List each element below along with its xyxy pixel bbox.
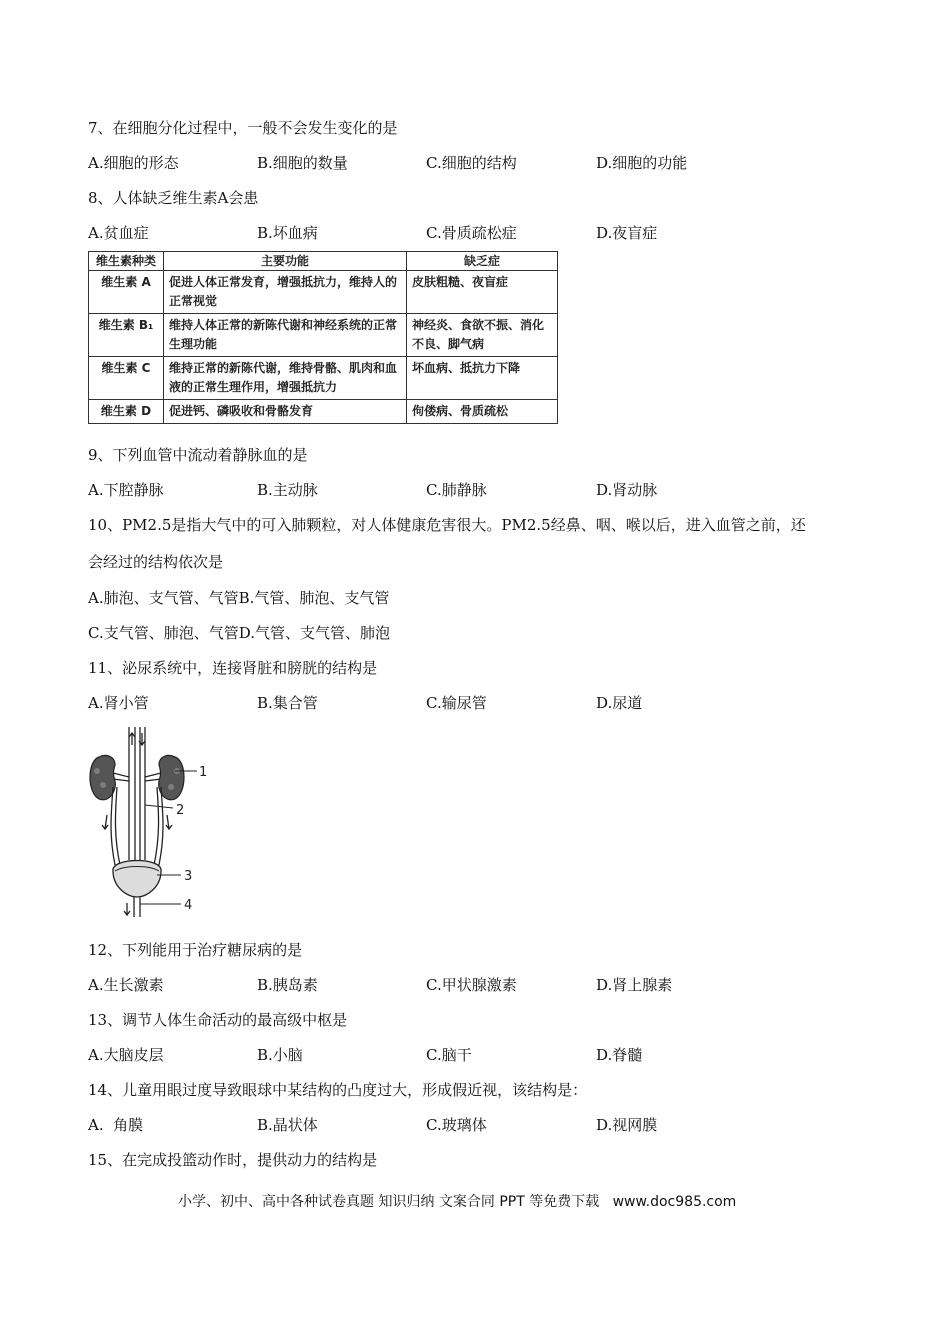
question-14-option-a: A. 角膜 bbox=[88, 1116, 144, 1134]
question-11-option-a: A.肾小管 bbox=[88, 694, 149, 712]
question-13-option-c: C.脑干 bbox=[426, 1046, 472, 1064]
vitamin-deficiency: 皮肤粗糙、夜盲症 bbox=[407, 271, 558, 314]
vitamin-deficiency: 佝偻病、骨质疏松 bbox=[407, 400, 558, 424]
question-7-option-c: C.细胞的结构 bbox=[426, 154, 517, 172]
question-12-stem: 12、下列能用于治疗糖尿病的是 bbox=[88, 941, 303, 959]
question-12-option-b: B.胰岛素 bbox=[257, 976, 318, 994]
vitamin-kind: 维生素 C bbox=[89, 357, 164, 400]
question-14-stem: 14、儿童用眼过度导致眼球中某结构的凸度过大，形成假近视，该结构是： bbox=[88, 1081, 588, 1099]
question-13-option-b: B.小脑 bbox=[257, 1046, 303, 1064]
diagram-label-3: 3 bbox=[184, 869, 193, 884]
question-11-option-b: B.集合管 bbox=[257, 694, 318, 712]
question-13-option-d: D.脊髓 bbox=[596, 1046, 643, 1064]
vitamin-table-header bbox=[89, 252, 558, 271]
ureters bbox=[102, 787, 172, 865]
question-7-option-b: B.细胞的数量 bbox=[257, 154, 348, 172]
table-row bbox=[89, 400, 558, 424]
vitamin-function: 促进人体正常发育，增强抵抗力，维持人的正常视觉 bbox=[164, 271, 407, 314]
bladder bbox=[113, 861, 161, 898]
question-14-option-d: D.视网膜 bbox=[596, 1116, 658, 1134]
question-12-option-a: A.生长激素 bbox=[88, 976, 164, 994]
question-11-stem: 11、泌尿系统中，连接肾脏和膀胱的结构是 bbox=[88, 659, 378, 677]
vitamin-function: 促进钙、磷吸收和骨骼发育 bbox=[164, 400, 407, 424]
header-kind: 维生素种类 bbox=[89, 252, 164, 271]
diagram-label-1: 1 bbox=[199, 765, 208, 780]
question-8-option-d: D.夜盲症 bbox=[596, 224, 658, 242]
question-7-option-d: D.细胞的功能 bbox=[596, 154, 688, 172]
vitamin-function: 维持人体正常的新陈代谢和神经系统的正常生理功能 bbox=[164, 314, 407, 357]
question-11-option-c: C.输尿管 bbox=[426, 694, 487, 712]
question-7-option-a: A.细胞的形态 bbox=[88, 154, 179, 172]
question-13-option-a: A.大脑皮层 bbox=[88, 1046, 164, 1064]
question-12-option-c: C.甲状腺激素 bbox=[426, 976, 517, 994]
page-footer: 小学、初中、高中各种试卷真题 知识归纳 文案合同 PPT 等免费下载 www.doc985.com bbox=[178, 1194, 737, 1210]
question-15-stem: 15、在完成投篮动作时，提供动力的结构是 bbox=[88, 1151, 378, 1169]
question-9-option-d: D.肾动脉 bbox=[596, 481, 658, 499]
left-kidney bbox=[90, 755, 115, 799]
question-9-option-a: A.下腔静脉 bbox=[88, 481, 164, 499]
table-row bbox=[89, 314, 558, 357]
header-function: 主要功能 bbox=[164, 252, 407, 271]
vitamin-kind: 维生素 A bbox=[89, 271, 164, 314]
question-8-stem: 8、人体缺乏维生素A会患 bbox=[88, 189, 259, 207]
urinary-system-diagram bbox=[85, 725, 215, 920]
question-11-option-d: D.尿道 bbox=[596, 694, 643, 712]
question-14-option-b: B.晶状体 bbox=[257, 1116, 318, 1134]
vitamin-function: 维持正常的新陈代谢，维持骨骼、肌肉和血液的正常生理作用，增强抵抗力 bbox=[164, 357, 407, 400]
question-9-stem: 9、下列血管中流动着静脉血的是 bbox=[88, 446, 308, 464]
vitamin-kind: 维生素 D bbox=[89, 400, 164, 424]
question-12-option-d: D.肾上腺素 bbox=[596, 976, 673, 994]
question-9-option-b: B.主动脉 bbox=[257, 481, 318, 499]
vitamin-table bbox=[88, 251, 558, 424]
question-7-stem: 7、在细胞分化过程中，一般不会发生变化的是 bbox=[88, 119, 398, 137]
question-9-option-c: C.肺静脉 bbox=[426, 481, 487, 499]
urethra bbox=[124, 897, 140, 917]
question-10-stem-line-1: 10、PM2.5是指大气中的可入肺颗粒，对人体健康危害很大。PM2.5经鼻、咽、喉以后，进入血管之前，还 bbox=[88, 516, 806, 534]
question-10-options-line-2: C.支气管、肺泡、气管D.气管、支气管、肺泡 bbox=[88, 624, 390, 642]
question-8-option-c: C.骨质疏松症 bbox=[426, 224, 517, 242]
question-14-option-c: C.玻璃体 bbox=[426, 1116, 487, 1134]
question-10-options-line-1: A.肺泡、支气管、气管B.气管、肺泡、支气管 bbox=[88, 589, 390, 607]
vitamin-deficiency: 神经炎、食欲不振、消化不良、脚气病 bbox=[407, 314, 558, 357]
table-row bbox=[89, 357, 558, 400]
question-8-option-b: B.坏血病 bbox=[257, 224, 318, 242]
question-8-option-a: A.贫血症 bbox=[88, 224, 149, 242]
question-13-stem: 13、调节人体生命活动的最高级中枢是 bbox=[88, 1011, 348, 1029]
right-kidney bbox=[159, 755, 184, 799]
table-row bbox=[89, 271, 558, 314]
diagram-label-2: 2 bbox=[176, 803, 185, 818]
question-10-stem-line-2: 会经过的结构依次是 bbox=[88, 553, 224, 571]
vitamin-deficiency: 坏血病、抵抗力下降 bbox=[407, 357, 558, 400]
diagram-label-4: 4 bbox=[184, 898, 193, 913]
header-deficiency: 缺乏症 bbox=[407, 252, 558, 271]
vitamin-kind: 维生素 B₁ bbox=[89, 314, 164, 357]
